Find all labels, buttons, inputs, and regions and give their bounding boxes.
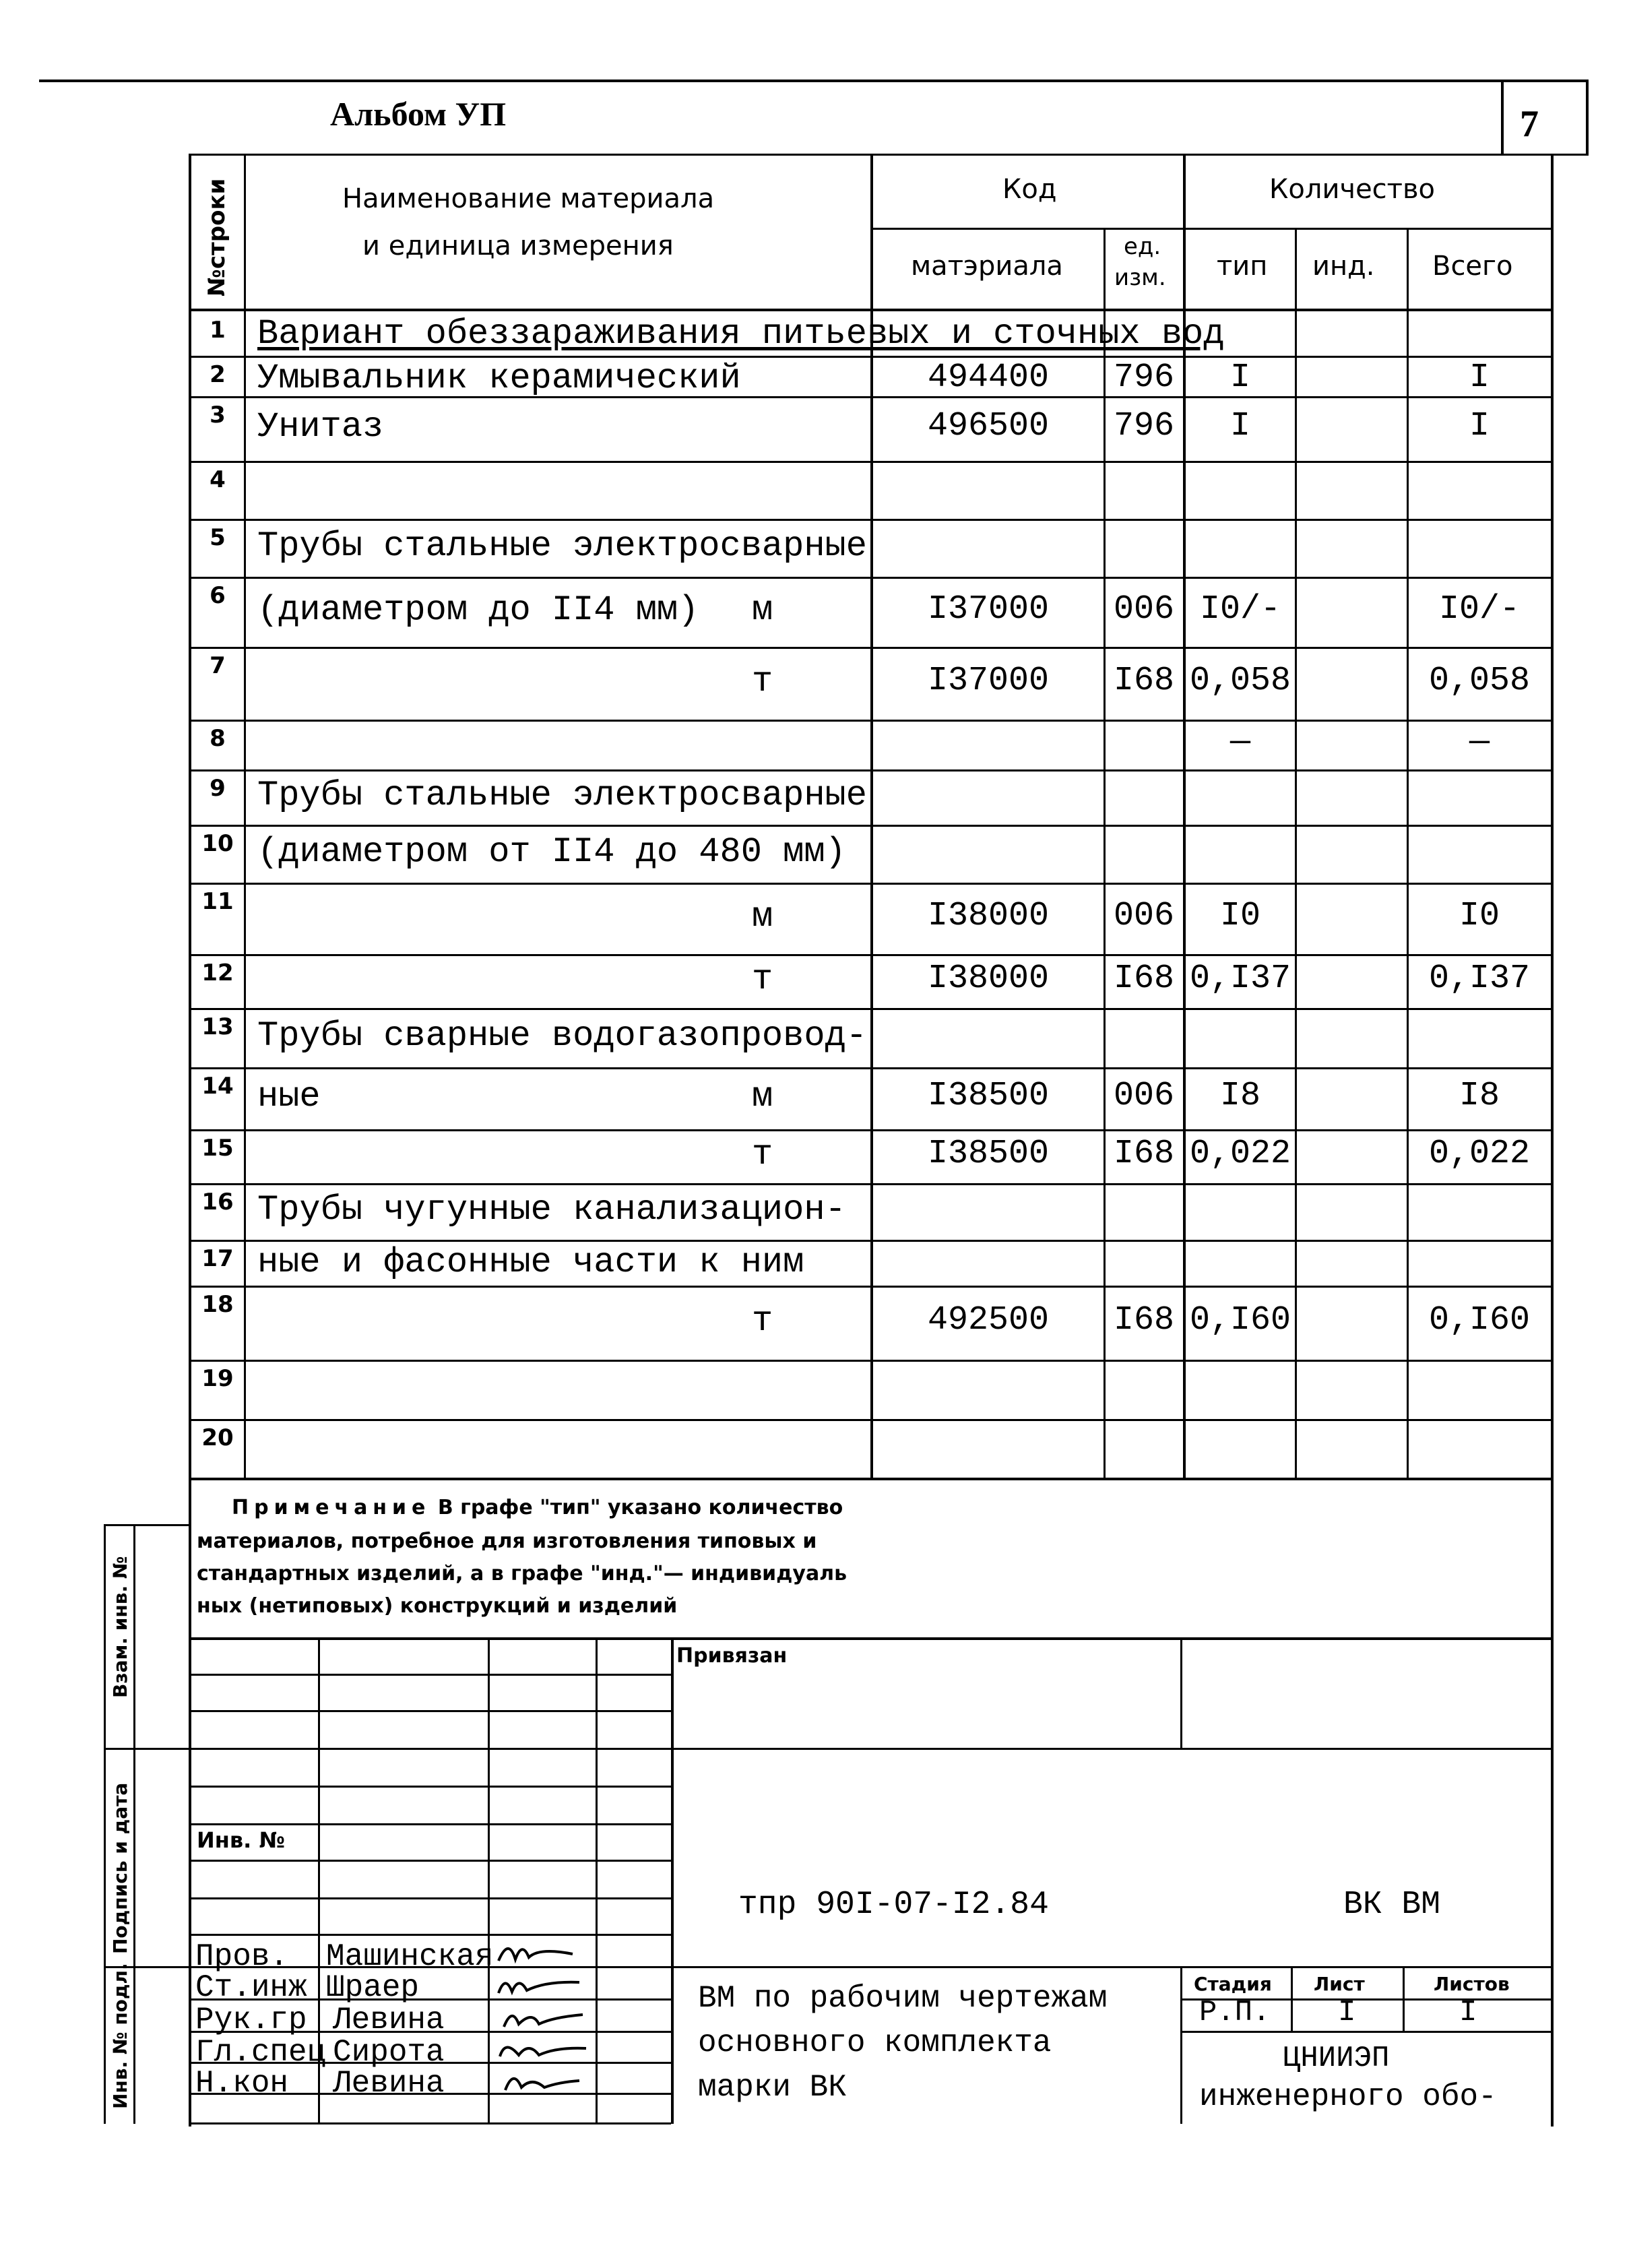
cell-unit: м <box>752 1077 773 1116</box>
row-separator <box>190 769 1552 771</box>
tb-row-1 <box>189 1674 671 1676</box>
tb-col-2 <box>488 1637 490 2124</box>
cell-total: 0,058 <box>1428 662 1531 700</box>
frame-top <box>39 80 1589 82</box>
org-line1: ЦНИИЭП <box>1283 2042 1390 2075</box>
cell-ed: 006 <box>1113 590 1174 629</box>
stage-label: Стадия <box>1194 1973 1272 1995</box>
cell-n: 8 <box>210 725 226 752</box>
cell-n: 1 <box>210 317 226 344</box>
side-sep-1 <box>104 1524 190 1526</box>
cell-name: ные и фасонные части к ним <box>257 1242 804 1282</box>
side-podpis: Подпись и дата <box>109 1782 131 1954</box>
cell-n: 13 <box>201 1013 234 1040</box>
cell-n: 19 <box>201 1365 234 1392</box>
qty-ind-header: инд. <box>1312 251 1375 282</box>
cell-unit: т <box>752 1135 773 1174</box>
cell-ed: 796 <box>1113 358 1174 397</box>
tb-stage-col1 <box>1291 1966 1293 2031</box>
cell-code: 496500 <box>927 407 1050 445</box>
cell-name: Вариант обеззараживания питьевых и сточных вод <box>257 314 1225 354</box>
cell-name: Трубы чугунные канализацион- <box>257 1190 846 1230</box>
row-separator <box>190 954 1552 956</box>
cell-ed: I68 <box>1113 1135 1174 1173</box>
cell-name: Трубы стальные электросварные <box>257 526 867 566</box>
code-unit-header-2: изм. <box>1114 264 1166 291</box>
row-separator <box>190 1240 1552 1242</box>
cell-total: 0,I37 <box>1428 959 1531 998</box>
name-1: Машинская <box>326 1939 494 1974</box>
tb-privyazan-right <box>1180 1637 1182 1748</box>
tb-top <box>189 1637 1554 1640</box>
role-1: Пров. <box>195 1939 289 1974</box>
privyazan-label: Привязан <box>676 1644 788 1668</box>
tb-row-8 <box>189 1934 671 1936</box>
cell-typ: 0,I37 <box>1189 959 1291 998</box>
role-2: Ст.инж <box>195 1970 307 2005</box>
page-box-left <box>1501 80 1504 154</box>
name-header-line1: Наименование материала <box>342 183 715 214</box>
tb-row-4 <box>189 1786 671 1788</box>
header-bottom <box>189 154 1589 156</box>
tb-stage-left <box>1180 1966 1182 2124</box>
row-separator <box>190 577 1552 579</box>
side-sep-2 <box>104 1748 190 1750</box>
cell-unit: т <box>752 1301 773 1341</box>
cell-name: Трубы стальные электросварные <box>257 776 867 815</box>
album-title: Альбом УП <box>330 95 507 133</box>
code-unit-header-1: ед. <box>1124 233 1161 260</box>
name-4: Сирота <box>333 2035 445 2070</box>
tb-row-7 <box>189 1897 671 1899</box>
cell-ed: 006 <box>1113 897 1174 935</box>
cell-ed: I68 <box>1113 959 1174 998</box>
cell-n: 17 <box>201 1245 234 1272</box>
cell-name: (диаметром до II4 мм) <box>257 590 699 630</box>
name-5: Левина <box>333 2066 445 2101</box>
cell-n: 9 <box>210 775 226 802</box>
row-separator <box>190 1129 1552 1131</box>
cell-ed: 006 <box>1113 1077 1174 1115</box>
cell-typ: I8 <box>1219 1077 1260 1115</box>
cell-code: I38000 <box>927 897 1050 935</box>
cell-n: 12 <box>201 959 234 986</box>
doc-code: тпр 90I-07-I2.84 <box>738 1887 1049 1923</box>
sheets-label: Листов <box>1434 1973 1510 1995</box>
tb-row-2 <box>189 1710 671 1712</box>
inv-no-label: Инв. № <box>197 1827 285 1853</box>
tb-row-6 <box>189 1860 671 1862</box>
side-left <box>104 1524 106 2124</box>
cell-n: 5 <box>210 524 226 551</box>
row-separator <box>190 647 1552 649</box>
note-line1 <box>232 1496 843 1519</box>
cell-total: 0,022 <box>1428 1135 1531 1173</box>
row-separator <box>190 461 1552 463</box>
doc-title-line3: марки ВК <box>698 2070 847 2105</box>
cell-total: I <box>1469 407 1490 445</box>
doc-title-line2: основного комплекта <box>698 2025 1052 2060</box>
note-line2: материалов, потребное для изготовления типовых и <box>197 1530 817 1553</box>
frame-right <box>1586 80 1589 154</box>
cell-total: I0/- <box>1438 590 1521 629</box>
tb-stage-col2 <box>1403 1966 1405 2031</box>
cell-total: — <box>1469 723 1490 761</box>
cell-name: Трубы сварные водогазопровод- <box>257 1016 867 1056</box>
cell-n: 10 <box>201 830 234 857</box>
cell-total: 0,I60 <box>1428 1301 1531 1340</box>
cell-typ: I0 <box>1219 897 1260 935</box>
cell-unit: м <box>752 897 773 937</box>
cell-n: 2 <box>210 361 226 388</box>
cell-code: I37000 <box>927 590 1050 629</box>
cell-typ: I <box>1229 407 1250 445</box>
table-col-num <box>244 154 246 1478</box>
role-3: Рук.гр <box>195 2003 307 2038</box>
side-podl: Инв. № подл. <box>109 1963 131 2109</box>
tb-col-3 <box>596 1637 598 2124</box>
cell-typ: 0,058 <box>1189 662 1291 700</box>
header-bottom-rule <box>189 309 1552 311</box>
note-line3: стандартных изделий, а в графе "инд."— индивидуаль <box>197 1562 848 1585</box>
row-separator <box>190 1419 1552 1421</box>
code-group-header: Код <box>1002 174 1057 205</box>
row-separator <box>190 519 1552 521</box>
page-number: 7 <box>1520 103 1539 145</box>
name-3: Левина <box>333 2003 445 2038</box>
cell-typ: 0,I60 <box>1189 1301 1291 1340</box>
tb-stage-row2 <box>1180 2031 1554 2033</box>
qty-type-header: тип <box>1217 251 1268 282</box>
cell-n: 16 <box>201 1189 234 1216</box>
header-mid <box>870 228 1552 230</box>
cell-code: I37000 <box>927 662 1050 700</box>
sheet-label: Лист <box>1314 1973 1365 1995</box>
cell-unit: т <box>752 662 773 701</box>
cell-code: I38000 <box>927 959 1050 998</box>
cell-typ: I <box>1229 358 1250 397</box>
stage-value: Р.П. <box>1199 1996 1271 2029</box>
name-2: Шраер <box>326 1970 420 2005</box>
cell-total: I8 <box>1459 1077 1500 1115</box>
cell-n: 20 <box>201 1424 234 1451</box>
cell-code: 492500 <box>927 1301 1050 1340</box>
signature-icon <box>492 1934 593 2122</box>
cell-name: Унитаз <box>257 407 384 447</box>
row-separator <box>190 1067 1552 1069</box>
row-separator <box>190 1008 1552 1010</box>
row-separator <box>190 1286 1552 1288</box>
cell-n: 3 <box>210 402 226 429</box>
cell-n: 7 <box>210 652 226 679</box>
cell-name: (диаметром от II4 до 480 мм) <box>257 832 846 872</box>
cell-code: I38500 <box>927 1077 1050 1115</box>
cell-n: 4 <box>210 466 226 493</box>
row-separator <box>190 883 1552 885</box>
cell-code: 494400 <box>927 358 1050 397</box>
note-top <box>189 1478 1554 1480</box>
row-separator <box>190 720 1552 722</box>
row-no-header: №строки <box>203 178 230 296</box>
table-col-ind <box>1295 228 1297 1478</box>
cell-n: 14 <box>201 1073 234 1100</box>
cell-unit: т <box>752 959 773 999</box>
side-vzam: Взам. инв. № <box>109 1556 131 1698</box>
tb-mid-right <box>671 1748 1554 1750</box>
row-separator <box>190 825 1552 827</box>
cell-unit: м <box>752 590 773 630</box>
cell-name: Умывальник керамический <box>257 358 741 398</box>
note-label: Примечание <box>232 1496 431 1519</box>
name-header-line2: и единица измерения <box>362 230 674 261</box>
row-separator <box>190 356 1552 358</box>
cell-total: I <box>1469 358 1490 397</box>
row-separator <box>190 1360 1552 1362</box>
code-material-header: матэриала <box>911 251 1063 282</box>
tb-col-4 <box>671 1637 674 2124</box>
cell-ed: I68 <box>1113 1301 1174 1340</box>
sheet-value: I <box>1338 1996 1356 2029</box>
cell-typ: — <box>1229 723 1250 761</box>
qty-group-header: Количество <box>1269 174 1436 205</box>
doc-title-line1: ВМ по рабочим чертежам <box>698 1981 1108 2016</box>
role-4: Гл.спец <box>195 2035 326 2070</box>
cell-n: 18 <box>201 1291 234 1318</box>
note-line4: ных (нетиповых) конструкций и изделий <box>197 1594 678 1618</box>
cell-total: I0 <box>1459 897 1500 935</box>
cell-ed: I68 <box>1113 662 1174 700</box>
tb-row-5 <box>189 1823 671 1825</box>
sheets-value: I <box>1459 1996 1477 2029</box>
role-5: Н.кон <box>195 2066 289 2101</box>
tb-row-14 <box>189 2122 671 2124</box>
cell-typ: 0,022 <box>1189 1135 1291 1173</box>
doc-mark: ВК ВМ <box>1343 1887 1441 1923</box>
note-text-1: В графе "тип" указано количество <box>430 1496 843 1519</box>
org-line2: инженерного обо- <box>1199 2079 1497 2114</box>
cell-n: 6 <box>210 582 226 609</box>
cell-ed: 796 <box>1113 407 1174 445</box>
cell-name: ные <box>257 1077 321 1116</box>
side-inner <box>133 1524 135 2124</box>
cell-typ: I0/- <box>1199 590 1281 629</box>
qty-total-header: Всего <box>1432 251 1513 282</box>
table-right <box>1551 154 1554 2127</box>
cell-n: 15 <box>201 1135 234 1162</box>
row-separator <box>190 1183 1552 1185</box>
cell-code: I38500 <box>927 1135 1050 1173</box>
cell-n: 11 <box>201 888 234 915</box>
